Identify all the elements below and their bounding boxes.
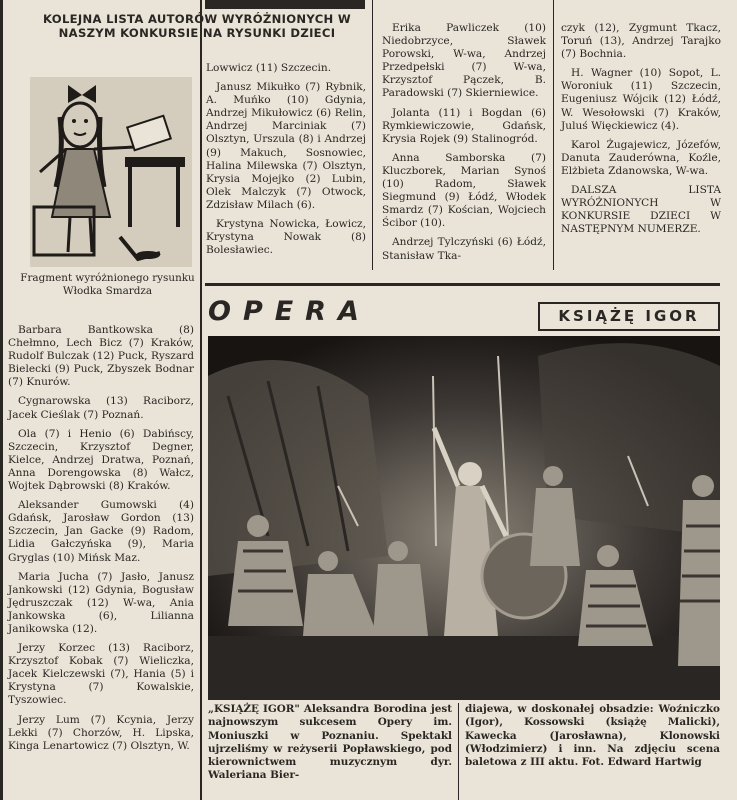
column-rule-2 bbox=[372, 0, 373, 270]
opera-section-title: OPERA bbox=[208, 296, 371, 327]
list-paragraph: Krystyna Nowicka, Łowicz, Krystyna Nowak (8) Bolesławiec. bbox=[206, 218, 366, 257]
list-paragraph: Jerzy Korzec (13) Raciborz, Krzysztof Kobak (7) Wieliczka, Jacek Kielczewski (7), Hania (5) i Krystyna (7) Kowalskie, Tyszowiec. bbox=[8, 642, 194, 707]
column-rule-3 bbox=[553, 0, 554, 270]
ballet-scene-photo bbox=[208, 336, 720, 700]
contest-continuation-note: DALSZA LISTA WYRÓŻNIONYCH W KONKURSIE DZIECI W NASTĘPNYM NUMERZE. bbox=[561, 184, 721, 236]
list-paragraph: Erika Pawliczek (10) Niedobrzyce, Sławek Porowski, W-wa, Andrzej Przedpełski (7) W-wa, Krzysztof Pączek, B. Paradowski (7) Skierniewice. bbox=[382, 22, 546, 100]
list-paragraph: Lowwicz (11) Szczecin. bbox=[206, 62, 332, 74]
list-paragraph: Anna Samborska (7) Kluczborek, Marian Synoś (10) Radom, Sławek Siegmund (9) Łódź, Włodek Smardz (7) Kościan, Wojciech Ścibor (10). bbox=[382, 151, 546, 230]
list-paragraph: Maria Jucha (7) Jasło, Janusz Jankowski (12) Gdynia, Bogusław Jędruszczak (12) W-wa, Ania Jankowska (6), Lilianna Janikowska (12). bbox=[8, 570, 194, 635]
contest-list-col1 bbox=[8, 324, 194, 759]
column-rule-article bbox=[458, 703, 459, 800]
list-paragraph: Andrzej Tylczyński (6) Łódź, Stanisław Tka- bbox=[382, 236, 546, 262]
opera-top-rule bbox=[205, 283, 720, 286]
list-paragraph: Cygnarowska (13) Raciborz, Jacek Cieślak (7) Poznań. bbox=[8, 395, 194, 421]
contest-headline: KOLEJNA LISTA AUTORÓW WYRÓŻNIONYCH W NASZYM KONKURSIE NA RYSUNKI DZIECI bbox=[43, 12, 351, 40]
opera-article-right: diajewa, w doskonałej obsadzie: Woźniczko (Igor), Kossowski (książę Malicki), Kawecka (Jarosławna), Klonowski (Włodzimierz) i inn. Na zdjęciu scena baletowa z III aktu. Fot. Edward Hartwig bbox=[465, 703, 720, 769]
contest-list-col4 bbox=[561, 22, 721, 242]
drawing-figure bbox=[30, 77, 192, 267]
show-title-box: KSIĄŻĘ IGOR bbox=[538, 302, 720, 331]
list-paragraph: czyk (12), Zygmunt Tkacz, Toruń (13), Andrzej Tarajko (7) Bochnia. bbox=[561, 22, 721, 61]
photo-illustration bbox=[208, 336, 720, 700]
column-rule-left bbox=[200, 0, 202, 800]
contest-list-col3 bbox=[382, 22, 546, 269]
left-edge-rule bbox=[0, 0, 3, 800]
list-paragraph: Ola (7) i Henio (6) Dabińscy, Szczecin, Krzysztof Degner, Kielce, Andrzej Dratwa, Poznań, Anna Dorengowska (8) Wałcz, Wojtek Dąbrowski (8) Kraków. bbox=[8, 427, 194, 493]
list-paragraph: Janusz Mikułko (7) Rybnik, A. Muńko (10) Gdynia, Andrzej Mikułowicz (6) Relin, Andrzej Marciniak (7) Olsztyn, Urszula (8) i Andrzej (9) Makuch, Sosnowiec, Halina Milewska (7) Olsztyn, Krysia Mojejko (2) Lubin, Olek Malczyk (7) Otwock, Zdzisław Milach (6). bbox=[206, 81, 366, 211]
list-paragraph: Aleksander Gumowski (4) Gdańsk, Jarosław Gordon (13) Szczecin, Jan Gacke (9) Radom, Lidia Gałczyńska (9), Maria Gryglas (10) Mińsk Maz. bbox=[8, 499, 194, 564]
drawing-caption: Fragment wyróżnionego rysunku Włodka Smardza bbox=[20, 272, 195, 297]
list-paragraph: H. Wagner (10) Sopot, L. Woroniuk (11) Szczecin, Eugeniusz Wójcik (12) Łódź, W. Wesołowski (7) Kraków, Juluś Więckiewicz (4). bbox=[561, 67, 721, 132]
list-paragraph: Jolanta (11) i Bogdan (6) Rymkiewiczowie, Gdańsk, Krysia Rojek (9) Stalinogród. bbox=[382, 106, 546, 145]
top-bar-fragment bbox=[205, 0, 365, 9]
list-paragraph: Karol Żugajewicz, Józefów, Danuta Zauderówna, Koźle, Elżbieta Zdanowska, W-wa. bbox=[561, 138, 721, 177]
child-drawing bbox=[30, 77, 192, 267]
opera-article-left: „KSIĄŻĘ IGOR" Aleksandra Borodina jest najnowszym sukcesem Opery im. Moniuszki w Poznaniu. Spektakl ujrzeliśmy w reżyserii Popławskiego, pod kierownictwem muzycznym dyr. Waleriana Bier- bbox=[208, 703, 452, 782]
contest-list-col2 bbox=[206, 62, 366, 263]
list-paragraph: Jerzy Lum (7) Kcynia, Jerzy Lekki (7) Chorzów, H. Lipska, Kinga Lenartowicz (7) Olsztyn, W. bbox=[8, 713, 194, 752]
list-paragraph: Barbara Bantkowska (8) Chełmno, Lech Bicz (7) Kraków, Rudolf Bulczak (12) Puck, Ryszard Bielecki (9) Puck, Zbyszek Bodnar (7) Knurów. bbox=[8, 324, 194, 389]
